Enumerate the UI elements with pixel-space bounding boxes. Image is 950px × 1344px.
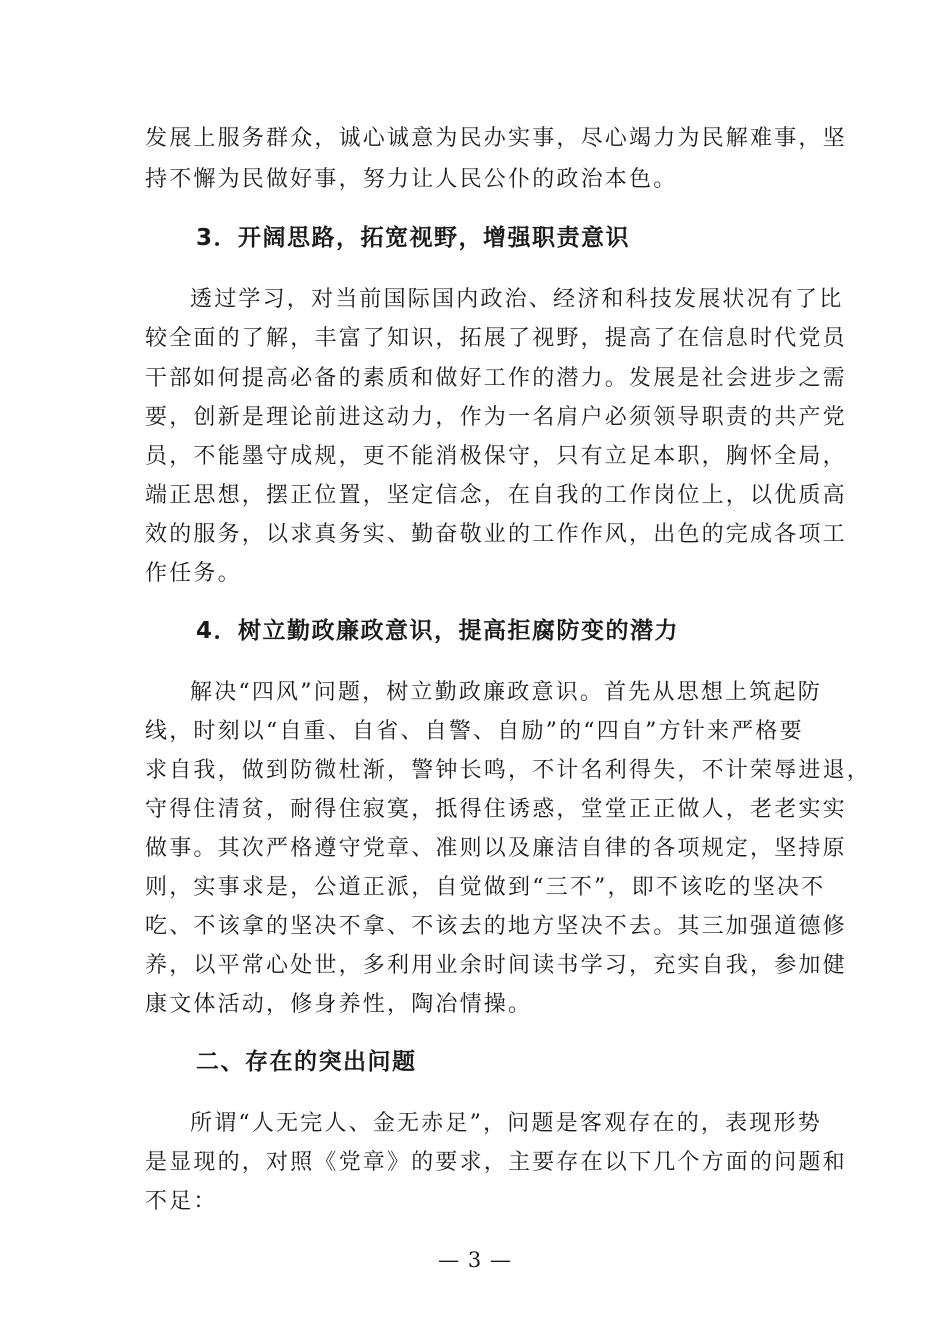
body-text-line: 端正思想，摆正位置，坚定信念，在自我的工作岗位上，以优质高 (145, 483, 847, 508)
body-text-line: 作任务。 (145, 561, 242, 586)
body-text-line: 守得住清贫，耐得住寂寞，抵得住诱惑，堂堂正正做人，老老实实 (145, 797, 847, 822)
page-number: — 3 — (438, 1248, 512, 1272)
body-text-line: 解决“四风”问题，树立勤政廉政意识。首先从思想上筑起防 (190, 680, 822, 705)
body-text-line: 要，创新是理论前进这动力，作为一名肩户必须领导职责的共产党 (145, 405, 847, 430)
body-text-line: 线，时刻以“自重、自省、自警、自励”的“四自”方针来严格要 (145, 719, 804, 744)
body-text-line: 不足： (145, 1189, 218, 1214)
body-text-line: 效的服务，以求真务实、勤奋敬业的工作作风，出色的完成各项工 (145, 522, 847, 547)
body-text-line: 做事。其次严格遵守党章、准则以及廉洁自律的各项规定，坚持原 (145, 836, 847, 861)
body-text-line: 较全面的了解，丰富了知识，拓展了视野，提高了在信息时代党员 (145, 326, 847, 351)
body-text-line: 求自我，做到防微杜渐，警钟长鸣，不计名利得失，不计荣辱进退， (145, 758, 872, 783)
body-text-line: 则，实事求是，公道正派，自觉做到“三不”，即不该吃的坚决不 (145, 875, 826, 900)
body-text-line: 干部如何提高必备的素质和做好工作的潜力。发展是社会进步之需 (145, 366, 847, 391)
body-text-line: 员，不能墨守成规，更不能消极保守，只有立足本职，胸怀全局， (145, 444, 847, 469)
body-text-line: 透过学习，对当前国际国内政治、经济和科技发展状况有了比 (190, 287, 844, 312)
section-heading: 3．开阔思路，拓宽视野，增强职责意识 (196, 225, 631, 251)
body-text-line: 持不懈为民做好事，努力让人民公仆的政治本色。 (145, 167, 678, 192)
body-text-line: 所谓“人无完人、金无赤足”，问题是客观存在的，表现形势 (190, 1111, 822, 1136)
body-text-line: 发展上服务群众，诚心诚意为民办实事，尽心竭力为民解难事，坚 (145, 126, 847, 151)
body-text-line: 养，以平常心处世，多利用业余时间读书学习，充实自我，参加健 (145, 953, 847, 978)
body-text-line: 康文体活动，修身养性，陶冶情操。 (145, 992, 533, 1017)
body-text-line: 吃、不该拿的坚决不拿、不该去的地方坚决不去。其三加强道德修 (145, 914, 847, 939)
section-heading: 4．树立勤政廉政意识，提高拒腐防变的潜力 (196, 618, 680, 644)
part-heading: 二、存在的突出问题 (196, 1049, 417, 1075)
body-text-line: 是显现的，对照《党章》的要求，主要存在以下几个方面的问题和 (145, 1150, 847, 1175)
